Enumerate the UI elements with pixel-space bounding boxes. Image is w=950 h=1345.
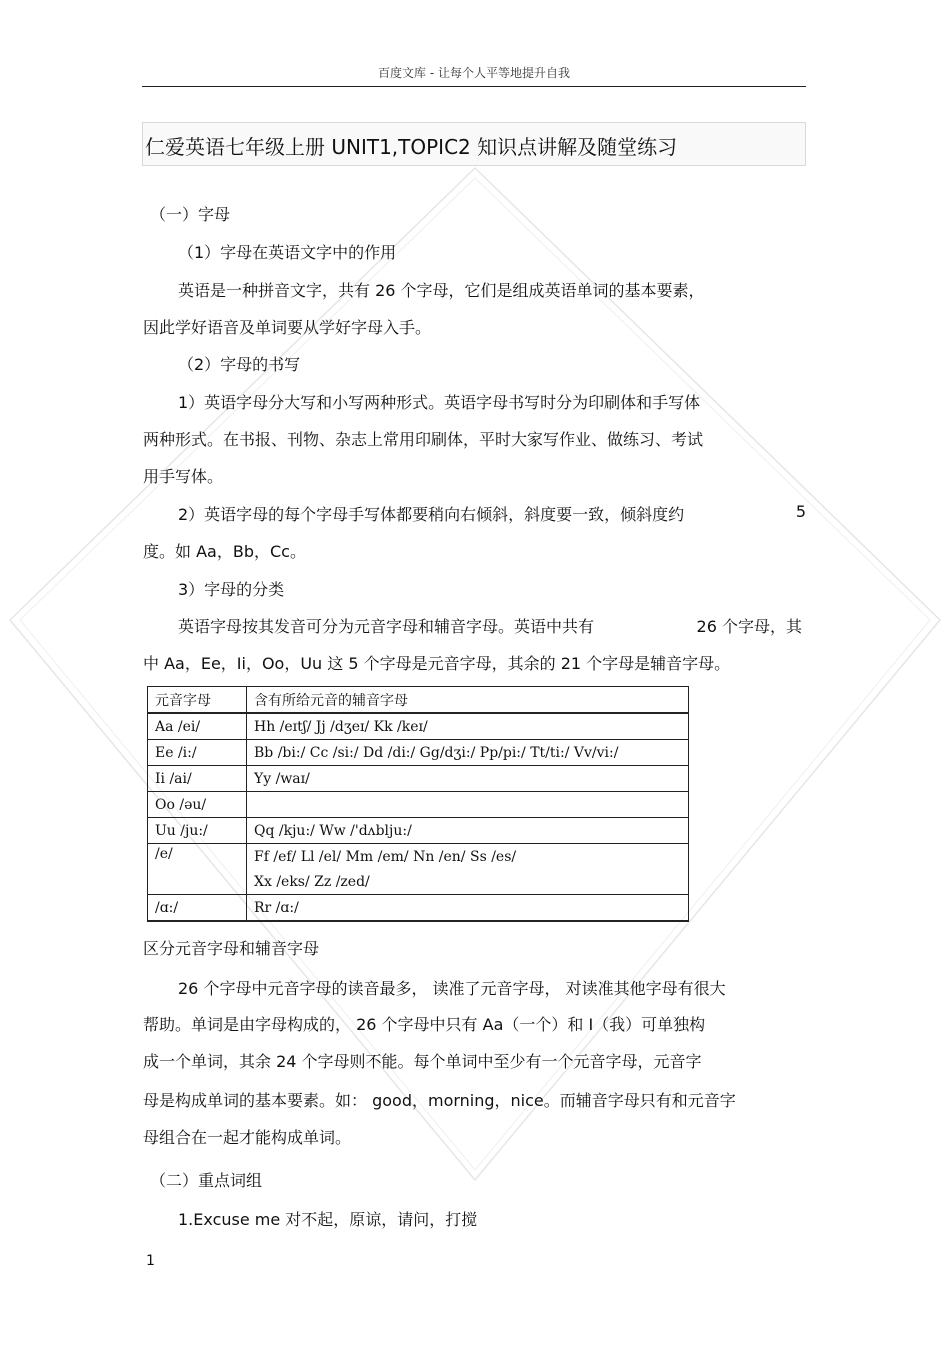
letters-table	[147, 686, 689, 922]
section2-heading: （二）重点词组	[150, 1171, 263, 1190]
table-cell-vowel: Uu /ju:/	[148, 818, 247, 844]
paragraph-3-line-1	[178, 502, 806, 525]
page-number: 1	[146, 1253, 155, 1269]
page-header: 百度文库 - 让每个人平等地提升自我	[378, 66, 570, 80]
section1-subheading-2: （2）字母的书写	[178, 355, 301, 374]
paragraph-5-line-2: 中 Aa，Ee，Ii，Oo，Uu 这 5 个字母是元音字母，其余的 21 个字母是辅音字母。	[143, 654, 731, 673]
table-row	[148, 740, 689, 766]
vowel-paragraph-line-5: 母组合在一起才能构成单词。	[143, 1128, 352, 1147]
vowel-paragraph-line-2: 帮助。单词是由字母构成的， 26 个字母中只有 Aa（一个）和 I（我）可单独构	[143, 1015, 706, 1034]
paragraph-5-line-1	[178, 614, 802, 637]
section1-heading: （一）字母	[150, 205, 231, 224]
vowel-paragraph-line-3: 成一个单词，其余 24 个字母则不能。每个单词中至少有一个元音字母，元音字	[143, 1052, 702, 1071]
table-header-vowel: 元音字母	[148, 687, 247, 714]
title-box	[142, 122, 806, 166]
table-cell-vowel: /e/	[148, 844, 247, 895]
table-row	[148, 895, 689, 922]
vowel-paragraph-line-4: 母是构成单词的基本要素。如： good，morning，nice。而辅音字母只有和元音字	[143, 1091, 736, 1110]
paragraph-1-line-1: 英语是一种拼音文字，共有 26 个字母，它们是组成英语单词的基本要素，	[178, 281, 705, 300]
table-cell-consonants: Xx /eks/ Zz /zed/	[247, 869, 689, 895]
paragraph-2-line-3: 用手写体。	[143, 467, 224, 486]
table-cell-consonants	[247, 792, 689, 818]
document-title: 仁爱英语七年级上册 UNIT1,TOPIC2 知识点讲解及随堂练习	[145, 135, 678, 159]
table-cell-consonants: Qq /kju:/ Ww /'dʌblju:/	[247, 818, 689, 844]
letters-table-container	[147, 686, 689, 920]
paragraph-3-line-1-number: 5	[795, 502, 806, 521]
table-row	[148, 766, 689, 792]
table-cell-vowel: /ɑ:/	[148, 895, 247, 922]
paragraph-5-line-1-text: 英语字母按其发音可分为元音字母和辅音字母。英语中共有	[178, 617, 595, 636]
table-header-consonant: 含有所给元音的辅音字母	[247, 687, 689, 714]
section1b-heading: 区分元音字母和辅音字母	[143, 939, 320, 958]
paragraph-3-line-2: 度。如 Aa，Bb，Cc。	[143, 542, 306, 561]
table-row	[148, 818, 689, 844]
paragraph-2-line-2: 两种形式。在书报、刊物、杂志上常用印刷体，平时大家写作业、做练习、考试	[143, 430, 704, 449]
table-header-row	[148, 687, 689, 714]
table-cell-vowel: Aa /ei/	[148, 713, 247, 740]
table-cell-consonants: Rr /ɑ:/	[247, 895, 689, 922]
section1-subheading-1: （1）字母在英语文字中的作用	[178, 243, 397, 262]
paragraph-4: 3）字母的分类	[178, 580, 285, 599]
header-divider	[142, 86, 806, 87]
table-cell-consonants: Hh /eɪtʃ/ Jj /dʒeɪ/ Kk /keɪ/	[247, 713, 689, 740]
table-cell-vowel: Ii /ai/	[148, 766, 247, 792]
table-cell-vowel: Oo /əu/	[148, 792, 247, 818]
paragraph-1-line-2: 因此学好语音及单词要从学好字母入手。	[143, 318, 432, 337]
table-cell-consonants: Ff /ef/ Ll /el/ Mm /em/ Nn /en/ Ss /es/	[247, 844, 689, 870]
table-cell-consonants: Yy /waɪ/	[247, 766, 689, 792]
section2-item-1: 1.Excuse me 对不起，原谅，请问，打搅	[178, 1210, 478, 1229]
table-row	[148, 792, 689, 818]
table-cell-vowel: Ee /i:/	[148, 740, 247, 766]
paragraph-3-line-1-text: 2）英语字母的每个字母手写体都要稍向右倾斜，斜度要一致，倾斜度约	[178, 505, 685, 524]
paragraph-2-line-1: 1）英语字母分大写和小写两种形式。英语字母书写时分为印刷体和手写体	[178, 393, 701, 412]
paragraph-5-line-1-tail: 26 个字母，其	[696, 617, 802, 636]
table-row	[148, 844, 689, 870]
table-cell-consonants: Bb /bi:/ Cc /si:/ Dd /di:/ Gg/dʒi:/ Pp/pi:/ Tt/ti:/ Vv/vi:/	[247, 740, 689, 766]
vowel-paragraph-line-1: 26 个字母中元音字母的读音最多， 读准了元音字母， 对读准其他字母有很大	[178, 979, 726, 998]
table-row	[148, 713, 689, 740]
